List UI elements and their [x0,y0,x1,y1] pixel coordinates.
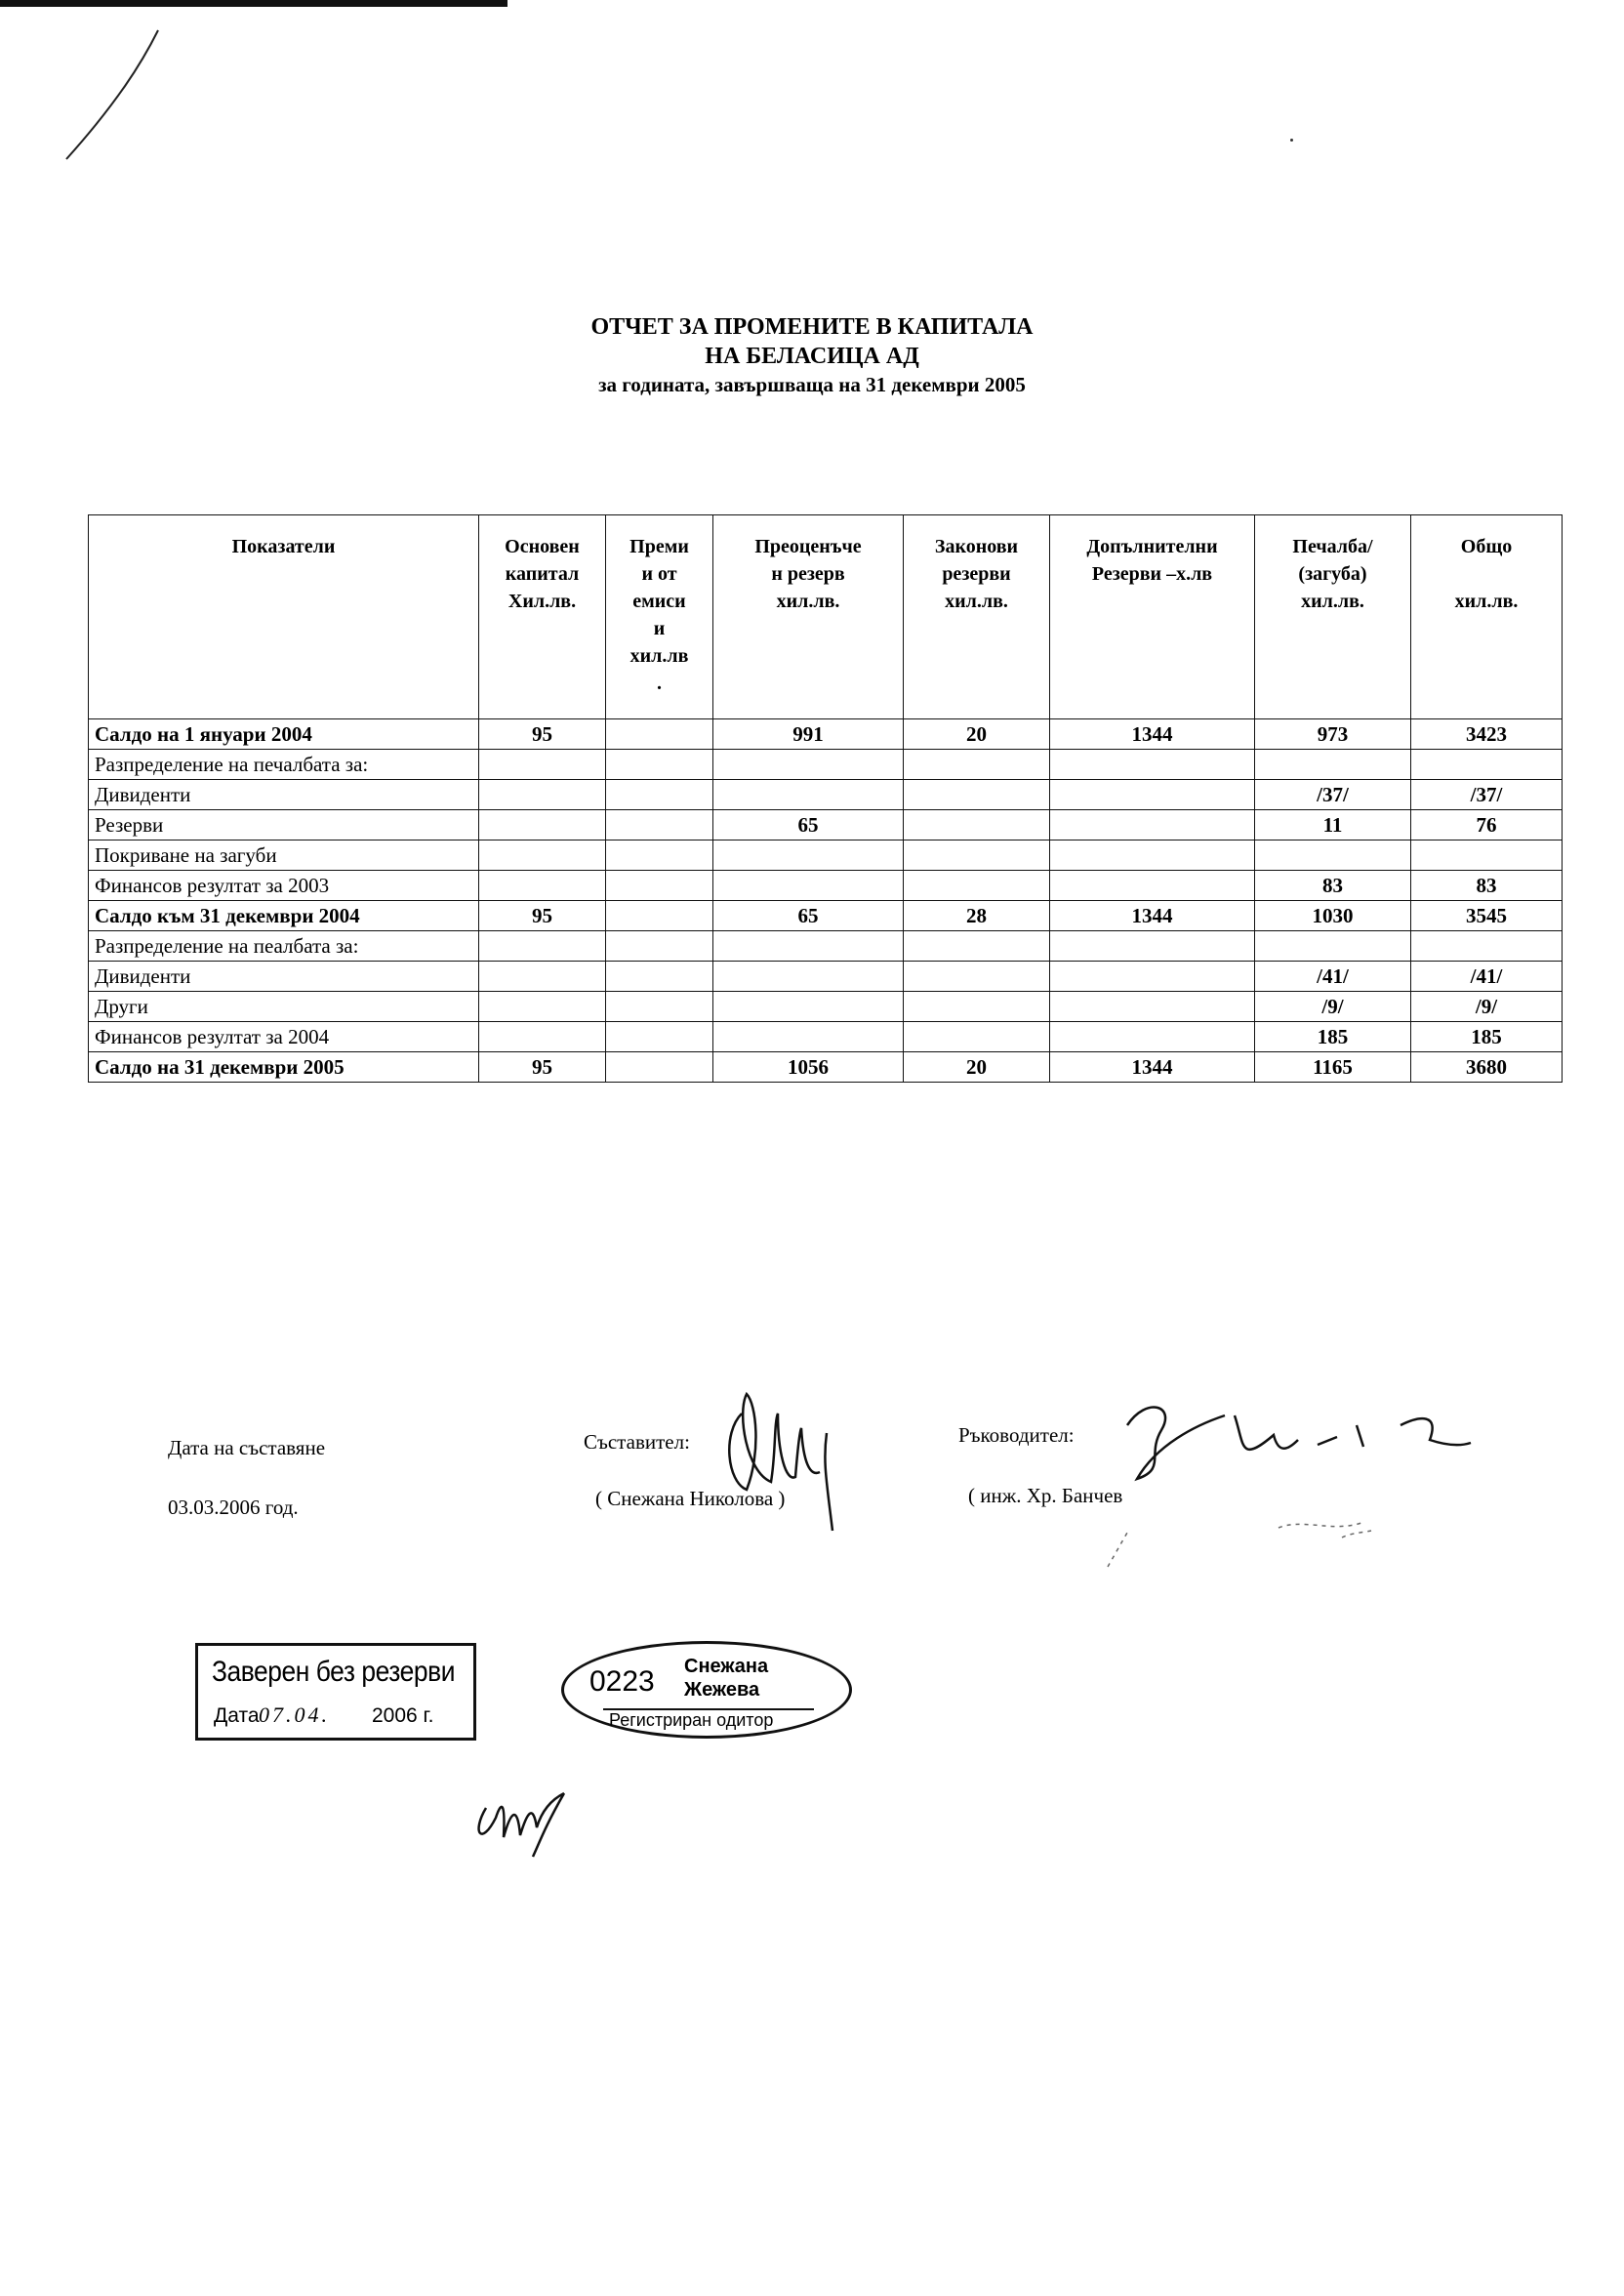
table-cell [904,750,1050,780]
column-header-line: хил.лв. [945,591,1008,612]
table-row [89,931,1563,962]
table-cell: 65 [713,901,904,931]
table-cell: 95 [479,719,606,750]
table-cell [713,962,904,992]
row-label: Резерви [89,810,479,840]
manager-signature [1108,1386,1518,1581]
column-header-line: хил.лв. [1301,591,1364,612]
column-header-line: Основен [505,536,580,557]
table-cell: 3423 [1411,719,1563,750]
table-cell [606,992,713,1022]
table-row [89,901,1563,931]
table-cell [1050,992,1255,1022]
table-cell [904,962,1050,992]
table-cell [606,810,713,840]
table-cell [1255,750,1411,780]
table-cell [904,780,1050,810]
table-cell [479,1022,606,1052]
table-cell [1411,840,1563,871]
row-label: Други [89,992,479,1022]
stamp-signature [467,1749,584,1857]
table-cell: 185 [1255,1022,1411,1052]
column-header-line: резерви [942,563,1011,585]
column-header [1411,515,1563,719]
column-header-line: Резерви –х.лв [1091,563,1213,585]
table-cell: 83 [1255,871,1411,901]
table-cell [479,962,606,992]
equity-changes-table [88,514,1563,1083]
table-cell: 3680 [1411,1052,1563,1083]
row-label: Дивиденти [89,962,479,992]
column-header-line: Преоценъче [754,536,862,557]
column-header-line: Законови [934,536,1019,557]
column-header-line: емиси [632,591,686,612]
column-header-line: хил.лв. [1454,591,1519,612]
table-cell [1050,931,1255,962]
table-cell [479,871,606,901]
compiler-name: ( Снежана Николова ) [595,1487,786,1510]
table-cell [713,992,904,1022]
table-cell [606,931,713,962]
date-label: Дата на съставяне [168,1436,326,1459]
column-header-line: и [653,618,666,639]
table-cell [479,750,606,780]
column-header-line: капитал [505,563,580,585]
document-title-line1: ОТЧЕТ ЗА ПРОМЕНИТЕ В КАПИТАЛА [590,314,1034,340]
table-cell: 1030 [1255,901,1411,931]
table-cell: 95 [479,901,606,931]
table-cell [904,992,1050,1022]
table-cell [606,962,713,992]
table-cell [713,931,904,962]
column-header-line: Печалба/ [1292,536,1373,557]
auditor-last-name: Жежева [684,1679,760,1701]
column-header [606,515,713,719]
table-cell [904,1022,1050,1052]
column-header [1255,515,1411,719]
column-header [1050,515,1255,719]
table-cell [479,780,606,810]
table-cell [606,901,713,931]
table-cell [1050,871,1255,901]
table-cell: 11 [1255,810,1411,840]
row-label: Финансов резултат за 2004 [89,1022,479,1052]
column-header-line: и от [641,563,677,585]
column-header-line: Показатели [231,536,336,557]
registered-auditor-stamp [561,1641,852,1739]
table-cell [1050,780,1255,810]
table-row [89,810,1563,840]
table-cell: 83 [1411,871,1563,901]
table-row [89,719,1563,750]
column-header-line: Общо [1460,536,1513,557]
table-row [89,1052,1563,1083]
auditor-role: Регистриран одитор [609,1710,774,1730]
table-cell [606,840,713,871]
date-value: 03.03.2006 год. [168,1496,299,1519]
table-cell [606,1022,713,1052]
audit-approval-stamp [195,1643,476,1741]
table-body [89,719,1563,1083]
table-cell [713,840,904,871]
table-cell: /9/ [1255,992,1411,1022]
manager-name: ( инж. Хр. Банчев [968,1484,1123,1507]
column-header-line: Хил.лв. [508,591,577,612]
table-cell [606,750,713,780]
stamp-title: Заверен без резерви [212,1656,456,1688]
document-header [0,312,1624,398]
table-cell [606,780,713,810]
table-row [89,871,1563,901]
table-row [89,780,1563,810]
table-cell: 3545 [1411,901,1563,931]
row-label: Салдо на 1 януари 2004 [89,719,479,750]
compiler-signature [717,1374,854,1550]
table-cell [713,1022,904,1052]
column-header [479,515,606,719]
row-label: Салдо към 31 декември 2004 [89,901,479,931]
scan-dot [1290,139,1293,142]
table-header-row [89,515,1563,719]
table-cell [1255,840,1411,871]
table-cell: 76 [1411,810,1563,840]
table-cell: 973 [1255,719,1411,750]
document-title-line2: НА БЕЛАСИЦА АД [705,344,919,369]
table-cell: 1056 [713,1052,904,1083]
stamp-date-label: Дата [214,1704,260,1727]
row-label: Финансов резултат за 2003 [89,871,479,901]
table-cell: 1344 [1050,719,1255,750]
row-label: Разпределение на пеалбата за: [89,931,479,962]
table-cell: 95 [479,1052,606,1083]
table-cell: 65 [713,810,904,840]
manager-label: Ръководител: [958,1423,1075,1447]
document-subtitle: за годината, завършваща на 31 декември 2005 [598,373,1026,396]
table-cell: 1344 [1050,1052,1255,1083]
table-cell [479,810,606,840]
compiler-label: Съставител: [584,1430,690,1454]
row-label: Дивиденти [89,780,479,810]
table-cell: /41/ [1411,962,1563,992]
row-label: Покриване на загуби [89,840,479,871]
table-cell: 185 [1411,1022,1563,1052]
table-cell [904,840,1050,871]
table-row [89,1022,1563,1052]
column-header [713,515,904,719]
table-cell: /37/ [1255,780,1411,810]
table-cell: /9/ [1411,992,1563,1022]
table-cell [1411,931,1563,962]
table-cell [713,871,904,901]
auditor-number: 0223 [589,1665,655,1698]
table-cell [479,840,606,871]
column-header-line: хил.лв. [776,591,840,612]
column-header-line: (загуба) [1298,563,1367,585]
table-cell: 1344 [1050,901,1255,931]
table-row [89,992,1563,1022]
table-cell [606,1052,713,1083]
table-cell [1050,750,1255,780]
row-label: Салдо на 31 декември 2005 [89,1052,479,1083]
scan-edge-bar [0,0,508,7]
scan-pen-stroke [49,24,176,171]
table-cell [713,750,904,780]
table-cell [1255,931,1411,962]
table-cell [479,992,606,1022]
table-cell: 20 [904,719,1050,750]
table-cell: 1165 [1255,1052,1411,1083]
column-header-line: Преми [629,536,689,557]
table-cell [904,931,1050,962]
table-cell [904,871,1050,901]
row-label: Разпределение на печалбата за: [89,750,479,780]
column-header-line: н резерв [771,563,845,585]
column-header-indicators [89,515,479,719]
column-header-line: хил.лв [629,645,689,667]
table-cell [606,719,713,750]
table-cell: /41/ [1255,962,1411,992]
table-row [89,962,1563,992]
column-header-line: Допълнителни [1086,536,1218,557]
stamp-year: 2006 г. [372,1704,434,1727]
auditor-first-name: Снежана [684,1656,769,1677]
table-cell: 20 [904,1052,1050,1083]
table-cell: 28 [904,901,1050,931]
table-cell [1050,1022,1255,1052]
table-cell [1050,962,1255,992]
table-cell [713,780,904,810]
table-cell [1050,840,1255,871]
column-header [904,515,1050,719]
column-header-line: . [657,673,662,694]
table-cell [1050,810,1255,840]
table-cell [479,931,606,962]
table-row [89,840,1563,871]
table-cell [1411,750,1563,780]
table-cell [904,810,1050,840]
table-cell: 991 [713,719,904,750]
table-cell: /37/ [1411,780,1563,810]
table-cell [606,871,713,901]
stamp-date-value: 07.04. [259,1702,330,1727]
table-row [89,750,1563,780]
